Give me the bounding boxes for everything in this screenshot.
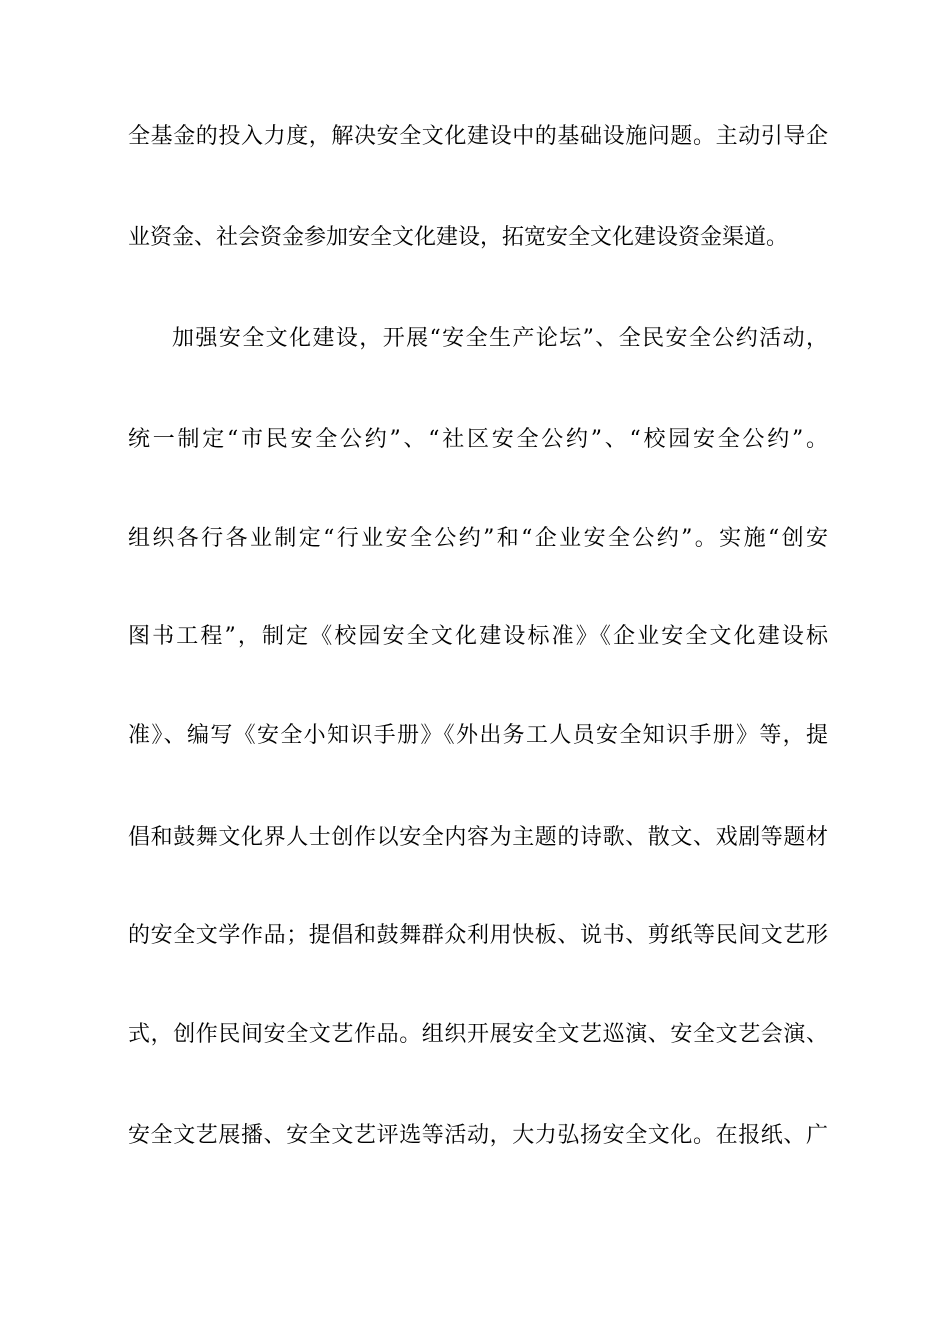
text-line-11: 安全文艺展播、安全文艺评选等活动，大力弘扬安全文化。在报纸、广 [128,1123,828,1148]
text-line-6: 图书工程”，制定《校园安全文化建设标准》《企业安全文化建设标 [128,624,828,649]
text-line-8: 倡和鼓舞文化界人士创作以安全内容为主题的诗歌、散文、戏剧等题材 [128,825,828,850]
text-line-3: 加强安全文化建设，开展“安全生产论坛”、全民安全公约活动， [172,326,828,351]
text-line-5: 组织各行各业制定“行业安全公约”和“企业安全公约”。实施“创安 [128,526,828,551]
text-line-7: 准》、编写《安全小知识手册》《外出务工人员安全知识手册》等，提 [128,723,828,748]
text-line-4: 统一制定“市民安全公约”、“社区安全公约”、“校园安全公约”。 [128,427,828,452]
text-line-1: 全基金的投入力度，解决安全文化建设中的基础设施问题。主动引导企 [128,124,828,149]
text-line-10: 式，创作民间安全文艺作品。组织开展安全文艺巡演、安全文艺会演、 [128,1022,828,1047]
text-line-9: 的安全文学作品；提倡和鼓舞群众利用快板、说书、剪纸等民间文艺形 [128,923,828,948]
text-line-2: 业资金、社会资金参加安全文化建设，拓宽安全文化建设资金渠道。 [128,225,789,250]
